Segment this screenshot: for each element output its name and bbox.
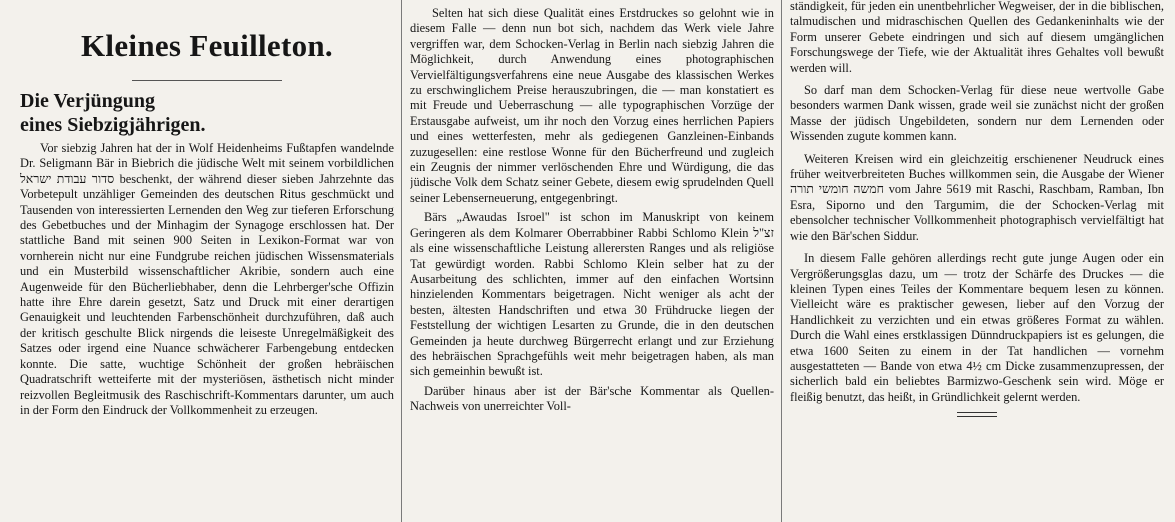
column-1-body xyxy=(20,141,394,418)
paragraph: Bärs „Awaudas Isroel" ist schon im Manuskript von keinem Geringeren als dem Kolmarer Oberrabbiner Rabbi Schlomo Klein זצ"ל als eine wissenschaftliche Leistung allerersten Ranges und als religiöse Tat gewürdigt worden. Rabbi Schlomo Klein selber hat zu der Ausarbeitung des schlichten, immer auf den einfachen Wortsinn hinzielenden Kommentars beigetragen. Nicht weniger als acht der besten, ältesten Handschriften und etwa 30 Frühdrucke liegen der Feststellung der wichtigen Lesarten zu Grunde, die in den deutschen Gemeinden ja heute durchweg Bürgerrecht erlangt und zur Erziehung des hebräischen Sprachgefühls weit mehr beigetragen haben, als man sich gemeinhin bewußt ist. xyxy=(410,210,774,379)
paragraph: Selten hat sich diese Qualität eines Erstdruckes so gelohnt wie in diesem Falle — denn nun bot sich, nachdem das Werk viele Jahre vergriffen war, dem Schocken-Verlag in Berlin nach siebzig Jahren die Möglichkeit, durch Anwendung eines photographischen Vervielfältigungsverfahrens eine neue Ausgabe des klassischen Werkes zu erschwinglichem Preise herauszubringen, die — man konstatiert es mit Freude und Ueberraschung — alle typographischen Vorzüge der Erstausgabe aufweist, um ihr noch den Vorzug eines herrlichen Papiers und eines wetterfesten, mehr als gediegenen Ganzleinen-Einbands zuzugesellen: eine restlose Wonne für den Bücherfreund und zugleich ein Zeugnis der nimmer verlöschenden Ehre und Würdigung, die das jüdische Volk dem Schatz seiner Gebete, diesem ewig sprudelnden Quell seiner Lebenserneuerung, entgegenbringt. xyxy=(410,6,774,205)
column-2 xyxy=(410,0,774,522)
paragraph: Weiteren Kreisen wird ein gleichzeitig erschienener Neudruck eines früher weitverbreiteten Buches willkommen sein, die Ausgabe der Wiener חמשה חומשי תורה vom Jahre 5619 mit Raschi, Raschbam, Ramban, Ibn Esra, Siporno und den Targumim, die der Schocken-Verlag mit ebensolcher technischer Vollkommenheit photographisch vervielfältigt hat wie den Bär'schen Siddur. xyxy=(790,151,1164,243)
paragraph: So darf man dem Schocken-Verlag für diese neue wertvolle Gabe besonders warmen Dank wissen, grade weil sie zunächst nicht der großen Masse der jüdisch Ungebildeten, sondern nur dem Lernenden oder Wissenden zugute kommen kann. xyxy=(790,83,1164,144)
column-3 xyxy=(790,0,1164,522)
column-2-body xyxy=(410,6,774,415)
column-3-body xyxy=(790,0,1164,405)
paragraph: In diesem Falle gehören allerdings recht gute junge Augen oder ein Vergrößerungsglas dazu, um — trotz der Schärfe des Druckes — die kleinen Typen eines Teiles der Kommentare bequem lesen zu können. Vielleicht wäre es praktischer gewesen, lieber auf den Vorzug der Handlichkeit zu verzichten und ein etwas größeres Format zu wählen. Durch die Wahl eines erstklassigen Dünndruckpapiers ist es gelungen, die etwa 1600 Seiten zu einem in der Tat handlichen — vornehm ausgestatteten — Bande von etwa 4½ cm Dicke zusammenzupressen, der sicherlich bald ein beliebtes Barmizwo-Geschenk sein wird. Möge er fleißig benutzt, das heißt, in Gründlichkeit gelernt werden. xyxy=(790,251,1164,404)
title-divider xyxy=(132,80,282,81)
column-divider xyxy=(401,0,402,522)
end-mark xyxy=(957,412,997,413)
paragraph: ständigkeit, für jeden ein unentbehrlicher Wegweiser, der in die biblischen, talmudischen und midraschischen Quellen des Gedankeninhalts wie der Form unserer Gebete eindringen und sich auf diesem umgänglichen Forschungswege der Tiefe, wie der Aktualität ihres Gehaltes voll bewußt werden will. xyxy=(790,0,1164,75)
section-title: Kleines Feuilleton. xyxy=(81,28,333,63)
paragraph: Darüber hinaus aber ist der Bär'sche Kommentar als Quellen-Nachweis von unerreichter Voll- xyxy=(410,383,774,414)
end-mark xyxy=(957,416,997,417)
column-1 xyxy=(20,0,394,522)
paragraph: Vor siebzig Jahren hat der in Wolf Heidenheims Fußtapfen wandelnde Dr. Seligmann Bär in Biebrich die jüdische Welt mit seinem vorbildlichen סדור עבודת ישראל beschenkt, der während dieser sieben Jahrzehnte das Vorbetepult unzähliger Gemeinden des deutschen Ritus geschmückt und Tausenden von interessierten Lernenden den Weg zur tieferen Erforschung des Gebetbuches und der Minhagim der Synagoge erschlossen hat. Der stattliche Band mit seinen 900 Seiten in Lexikon-Format war von vornherein nicht nur eine Fundgrube reichen jüdischen Wissensmaterials und ein Musterbild wissenschaftlicher Akribie, sondern auch eine Augenweide für den Bücherliebhaber, denn die Lehrberger'sche Offizin hatte ihre Ehre darein gesetzt, Satz und Druck mit einer derartigen Genauigkeit und leuchtenden Farbenschönheit durchzuführen, daß auch der kritisch geschulte Blick nirgends die leiseste Unregelmäßigkeit des Satzes oder irgend eine Nuance schwächerer Farbengebung entdecken konnte. Die satte, wuchtige Schönheit der großen hebräischen Quadratschrift wetteiferte mit der mysteriösen, ästhetisch nicht minder reizvollen Begleitmusik des Raschischrift-Kommentars darunter, um auch in der Form den Eindruck der Vollkommenheit zu erzeugen. xyxy=(20,141,394,417)
headline-line-2: eines Siebzigjährigen. xyxy=(20,114,206,136)
headline-line-1: Die Verjüngung xyxy=(20,90,156,112)
column-divider xyxy=(781,0,782,522)
